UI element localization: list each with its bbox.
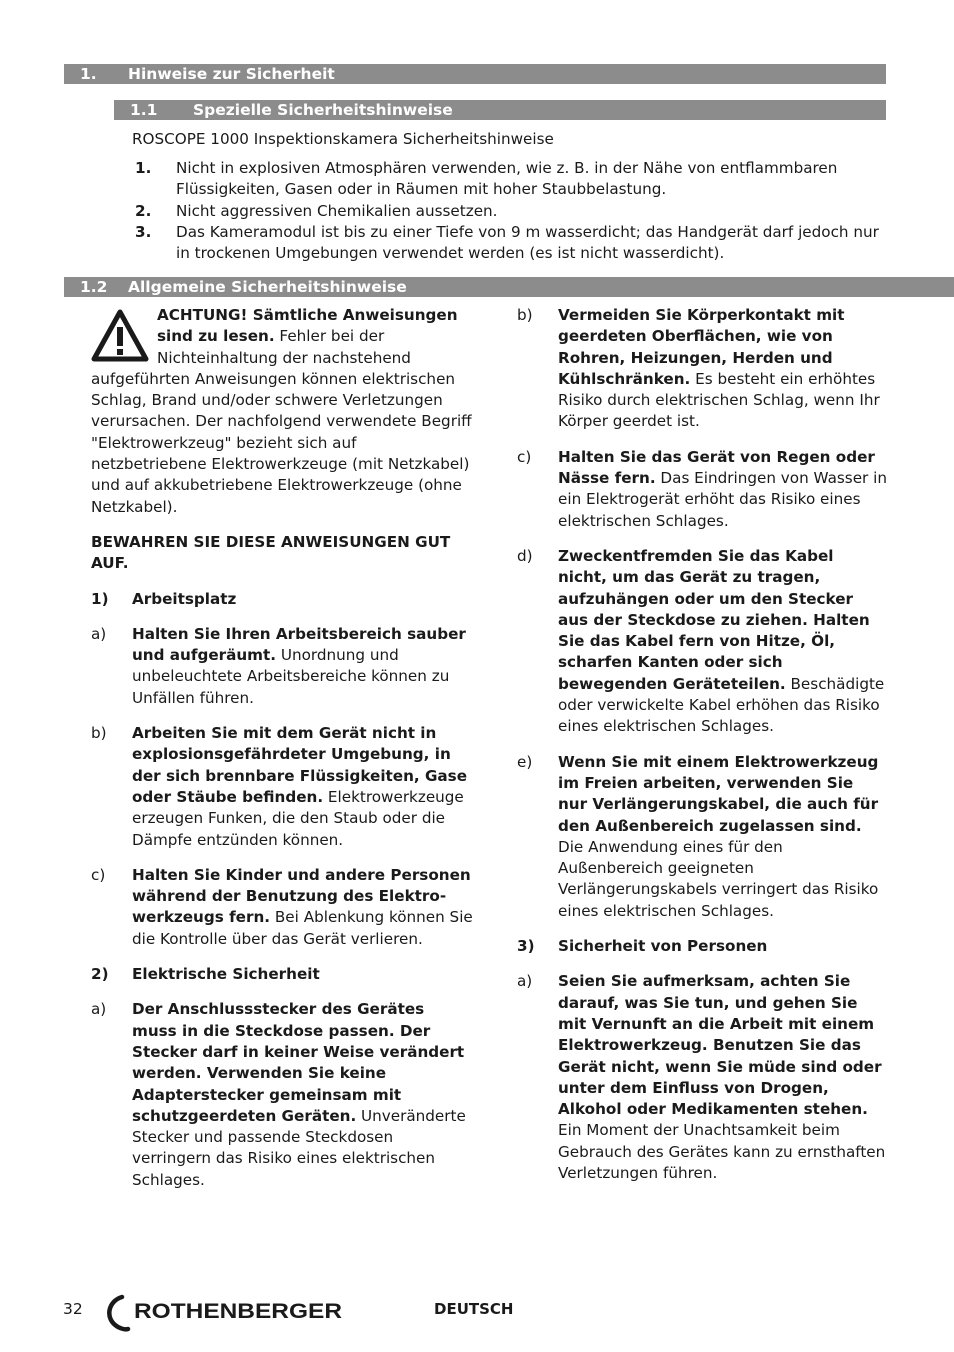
rothenberger-logo-icon [104, 1293, 349, 1333]
keep-instructions [91, 532, 474, 575]
list-item [132, 222, 892, 265]
list-text: Nicht in explosiven Atmosphären verwenden, wie z. B. in der Nähe von entflammbaren Flüssigkeiten, Gasen oder in Räumen mit hoher Staubbelastung. [176, 159, 838, 199]
instruction-item [517, 447, 887, 532]
section-1-header [64, 64, 886, 84]
item-label: b) [91, 724, 107, 743]
instruction-item [91, 865, 474, 950]
list-text: Das Kameramodul ist bis zu einer Tiefe von 9 m wasserdicht; das Handgerät darf jedoch nur in trockenen Umgebungen verwendet werden (es ist nicht wasserdicht). [176, 222, 879, 263]
instruction-item [91, 999, 474, 1191]
instruction-item [91, 723, 474, 851]
item-label: a) [517, 972, 533, 991]
heading-title: Sicherheit von Personen [558, 937, 768, 956]
section-title: Hinweise zur Sicherheit [128, 65, 335, 83]
item-label: 2) [91, 965, 109, 984]
item-bold: Arbeiten Sie mit dem Gerät nicht in explosionsgefährdeter Umgebung, in der sich brennbare Flüssigkeiten, Gase oder Stäube befinden. [132, 724, 468, 806]
item-bold: Halten Sie das Gerät von Regen oder Nässe fern. [558, 447, 875, 488]
heading-title: Elektrische Sicherheit [132, 965, 320, 984]
item-text: Das Eindringen von Wasser in ein Elektrogerät erhöht das Risiko eines elektrischen Schlages. [558, 469, 887, 530]
intro-text: ROSCOPE 1000 Inspektionskamera Sicherheitshinweise [132, 130, 554, 148]
item-text: Es besteht ein erhöhtes Risiko durch elektrischen Schlag, wenn Ihr Körper geerdet ist. [558, 369, 880, 431]
instruction-item [517, 546, 887, 738]
item-label: 1) [91, 589, 109, 608]
keep-instructions-text: BEWAHREN SIE DIESE ANWEISUNGEN GUT AUF. [91, 532, 451, 573]
item-label: a) [91, 1000, 107, 1019]
subsection-heading [91, 589, 474, 610]
list-item [132, 158, 892, 201]
section-number: 1. [80, 65, 97, 83]
item-text: Die Anwendung eines für den Außenbereich geeigneten Verlängerungskabels verringert das Risiko eines elektrischen Schlages. [558, 837, 879, 920]
footer-language: DEUTSCH [434, 1300, 514, 1318]
logo-text: ROTHENBERGER [134, 1299, 343, 1323]
instruction-item [517, 752, 887, 922]
item-text: Elektrowerkzeuge erzeugen Funken, die den Staub oder die Dämpfe entzünden können. [132, 787, 464, 849]
item-text: Beschädigte oder verwickelte Kabel erhöhen das Risiko eines elektrischen Schlages. [558, 674, 885, 736]
section-number: 1.2 [80, 278, 108, 296]
item-bold: Vermeiden Sie Körperkontakt mit geerdeten Oberflächen, wie von Rohren, Heizungen, Herden und Kühlschränken. [558, 306, 845, 388]
instruction-item [91, 624, 474, 709]
list-text: Nicht aggressiven Chemikalien aussetzen. [176, 201, 498, 220]
item-label: 3) [517, 937, 535, 956]
item-label: c) [517, 447, 532, 466]
item-label: c) [91, 865, 106, 884]
section-title: Allgemeine Sicherheitshinweise [128, 278, 407, 296]
warning-triangle-icon [91, 309, 149, 363]
item-text: Bei Ablenkung können Sie die Kontrolle über das Gerät verlieren. [132, 908, 473, 948]
item-bold: Wenn Sie mit einem Elektrowerkzeug im Freien arbeiten, verwenden Sie nur Verlängerungskabel, die auch für den Außenbereich zugelassen sind. [558, 752, 879, 835]
item-bold: Seien Sie aufmerksam, achten Sie darauf, was Sie tun, und gehen Sie mit Vernunft an die Arbeit mit einem Elektrowerkzeug. Benutzen Sie das Gerät nicht, wenn Sie müde sind oder unter dem Einfluss von Drogen, Alkohol oder Medikamenten stehen. [558, 972, 882, 1119]
section-1-1-header [114, 100, 886, 120]
item-bold: Der Anschlussstecker des Gerätes muss in die Steckdose passen. Der Stecker darf in keiner Weise verändert werden. Verwenden Sie keine Adapterstecker gemeinsam mit schutzgeerdeten Geräten. [132, 1000, 465, 1125]
item-bold: Halten Sie Kinder und andere Personen während der Benutzung des Elektro-werkzeugs fern. [132, 865, 471, 927]
item-text: Ein Moment der Unachtsamkeit beim Gebrauch des Gerätes kann zu ernsthaften Verletzungen führen. [558, 1121, 886, 1182]
item-label: e) [517, 752, 533, 771]
subsection-heading [517, 936, 887, 957]
section-title: Spezielle Sicherheitshinweise [193, 101, 453, 119]
item-text: Unordnung und unbeleuchtete Arbeitsbereiche können zu Unfällen führen. [132, 646, 450, 707]
item-label: a) [91, 624, 107, 643]
special-safety-list [132, 158, 892, 264]
instruction-item [517, 971, 887, 1184]
subsection-heading [91, 964, 474, 985]
heading-title: Arbeitsplatz [132, 589, 237, 608]
warning-bold: ACHTUNG! Sämtliche Anweisungen sind zu lesen. [157, 306, 458, 346]
left-column [91, 305, 474, 1205]
item-bold: Halten Sie Ihren Arbeitsbereich sauber und aufgeräumt. [132, 624, 466, 665]
item-label: b) [517, 306, 533, 324]
list-number: 3. [135, 222, 152, 241]
section-1-2-header [64, 277, 954, 297]
item-label: d) [517, 546, 533, 565]
warning-text: Fehler bei der Nichteinhaltung der nachstehend aufgeführten Anweisungen können elektrischen Schlag, Brand und/oder schwere Verletzungen verursachen. Der nachfolgend verwendete Begriff "Elektrowerkzeug" bezieht sich auf netzbetriebene Elektrowerkzeuge (mit Netzkabel) und auf akkubetriebene Elektrowerkzeuge (ohne Netzkabel). [91, 327, 472, 516]
list-number: 2. [135, 201, 152, 220]
warning-block [91, 305, 474, 518]
page-number: 32 [63, 1300, 83, 1318]
list-item [132, 201, 892, 222]
instruction-item [517, 305, 887, 433]
item-bold: Zweckentfremden Sie das Kabel nicht, um das Gerät zu tragen, aufzuhängen oder um den Stecker aus der Steckdose zu ziehen. Halten Sie das Kabel fern von Hitze, Öl, scharfen Kanten oder sich bewegenden Geräteteilen. [558, 546, 870, 693]
section-number: 1.1 [130, 101, 158, 119]
item-text: Unveränderte Stecker und passende Steckdosen verringern das Risiko eines elektrischen Schlages. [132, 1106, 466, 1189]
list-number: 1. [135, 159, 152, 177]
right-column [517, 305, 887, 1198]
